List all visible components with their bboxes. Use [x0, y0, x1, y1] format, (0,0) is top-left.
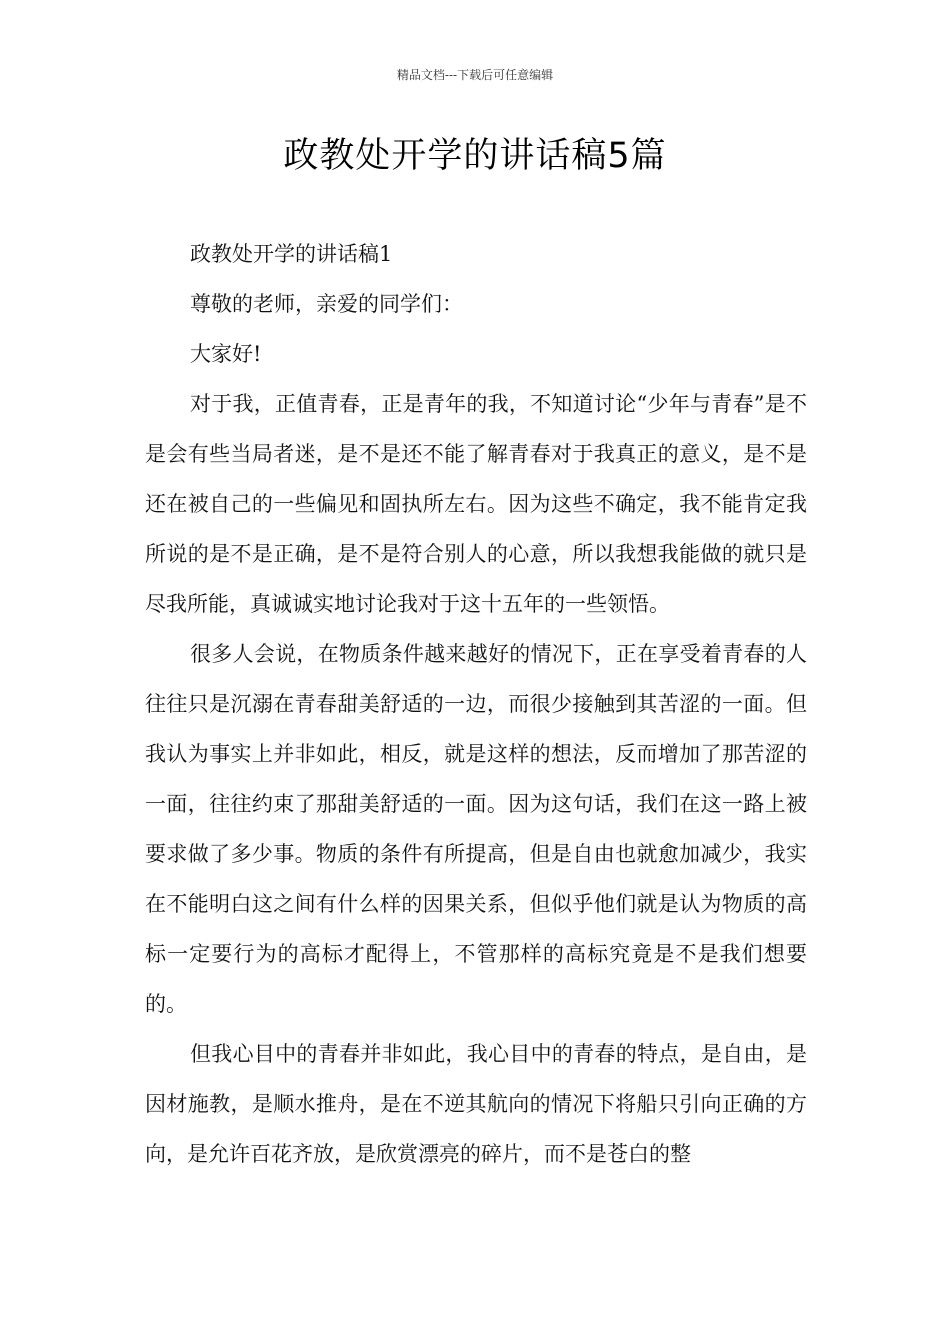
- document-body: [145, 229, 807, 1179]
- page-header: 精品文档---下载后可任意编辑: [396, 68, 554, 82]
- salutation: 尊敬的老师，亲爱的同学们：: [190, 292, 463, 316]
- body-paragraph: 对于我，正值青春，正是青年的我，不知道讨论“少年与青春”是不是会有些当局者迷，是不是还不能了解青春对于我真正的意义，是不是还在被自己的一些偏见和固执所左右。因为这些不确定，我不能肯定我所说的是不是正确，是不是符合别人的心意，所以我想我能做的就只是尽我所能，真诚诚实地讨论我对于这十五年的一些领悟。: [145, 392, 807, 616]
- body-paragraph: 很多人会说，在物质条件越来越好的情况下，正在享受着青春的人往往只是沉溺在青春甜美舒适的一边，而很少接触到其苦涩的一面。但我认为事实上并非如此，相反，就是这样的想法，反而增加了那苦涩的一面，往往约束了那甜美舒适的一面。因为这句话，我们在这一路上被要求做了多少事。物质的条件有所提高，但是自由也就愈加减少，我实在不能明白这之间有什么样的因果关系，但似乎他们就是认为物质的高标一定要行为的高标才配得上，不管那样的高标究竟是不是我们想要的。: [145, 642, 807, 1016]
- body-paragraph: 但我心目中的青春并非如此，我心目中的青春的特点，是自由，是因材施教，是顺水推舟，是在不逆其航向的情况下将船只引向正确的方向，是允许百花齐放，是欣赏漂亮的碎片，而不是苍白的整: [145, 1042, 807, 1166]
- document-title: 政教处开学的讲话稿5篇: [283, 136, 667, 176]
- section-heading: 政教处开学的讲话稿1: [190, 242, 393, 266]
- greeting: 大家好!: [190, 342, 262, 366]
